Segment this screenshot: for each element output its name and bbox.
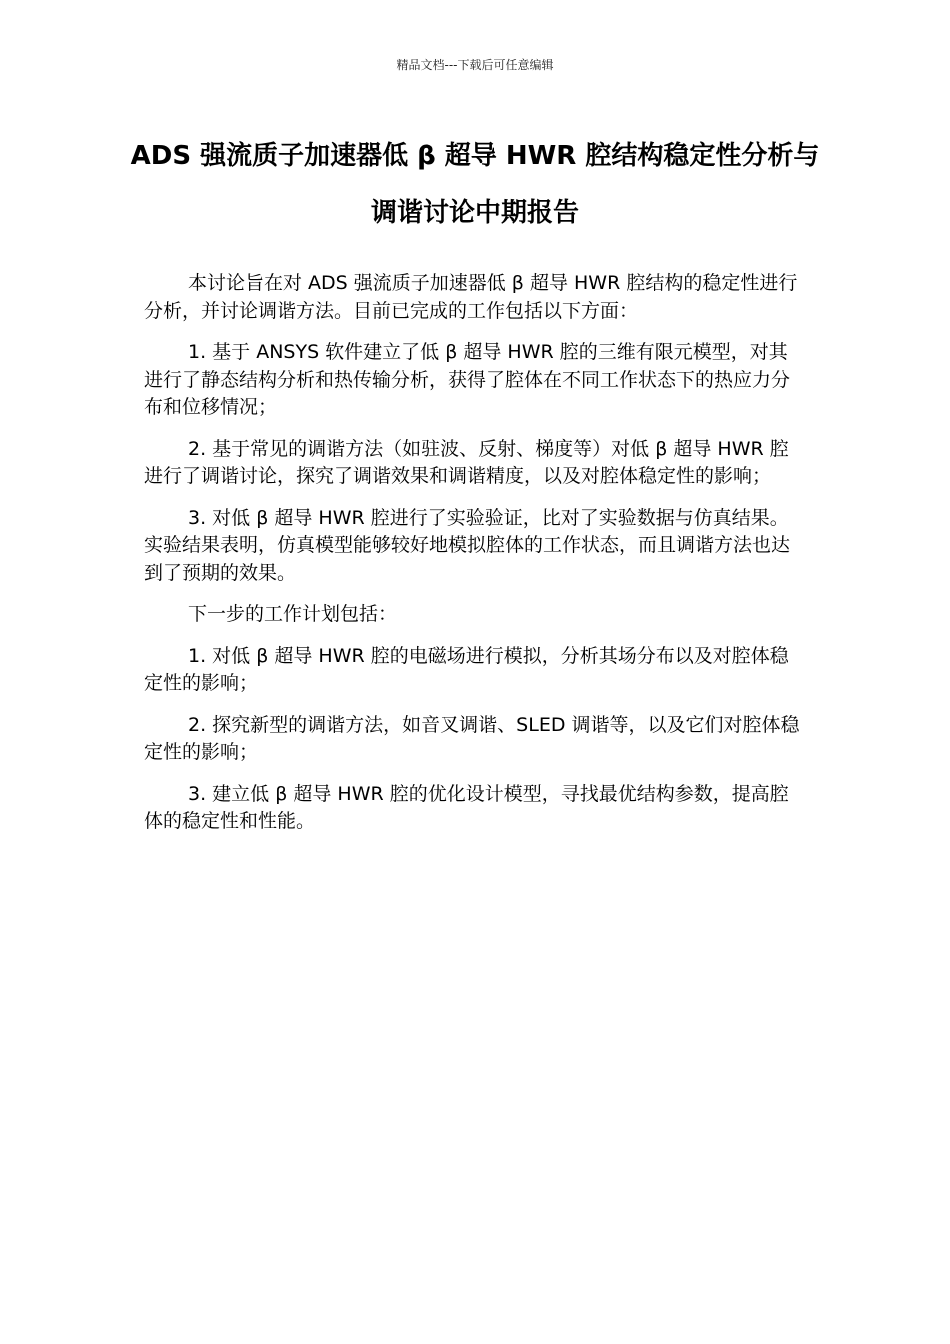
paragraph-done-3: 3. 对低 β 超导 HWR 腔进行了实验验证，比对了实验数据与仿真结果。实验结果表明，仿真模型能够较好地模拟腔体的工作状态，而且调谐方法也达到了预期的效果。 <box>144 506 791 584</box>
paragraph-done-2: 2. 基于常见的调谐方法（如驻波、反射、梯度等）对低 β 超导 HWR 腔进行了调谐讨论，探究了调谐效果和调谐精度，以及对腔体稳定性的影响； <box>144 437 789 487</box>
paragraph-plan-intro: 下一步的工作计划包括： <box>188 603 398 625</box>
header-note: 精品文档---下载后可任意编辑 <box>396 58 554 72</box>
paragraph-done-1: 1. 基于 ANSYS 软件建立了低 β 超导 HWR 腔的三维有限元模型，对其进行了静态结构分析和热传输分析，获得了腔体在不同工作状态下的热应力分布和位移情况； <box>144 341 791 418</box>
paragraph-plan-3: 3. 建立低 β 超导 HWR 腔的优化设计模型，寻找最优结构参数，提高腔体的稳定性和性能。 <box>144 782 789 832</box>
paragraph-intro: 本讨论旨在对 ADS 强流质子加速器低 β 超导 HWR 腔结构的稳定性进行分析，并讨论调谐方法。目前已完成的工作包括以下方面： <box>144 272 798 322</box>
paragraph-plan-1: 1. 对低 β 超导 HWR 腔的电磁场进行模拟，分析其场分布以及对腔体稳定性的影响； <box>144 644 789 694</box>
document-body <box>144 270 806 850</box>
paragraph-plan-2: 2. 探究新型的调谐方法，如音叉调谐、SLED 调谐等，以及它们对腔体稳定性的影响； <box>144 713 800 763</box>
document-title: ADS 强流质子加速器低 β 超导 HWR 腔结构稳定性分析与调谐讨论中期报告 <box>130 141 820 228</box>
